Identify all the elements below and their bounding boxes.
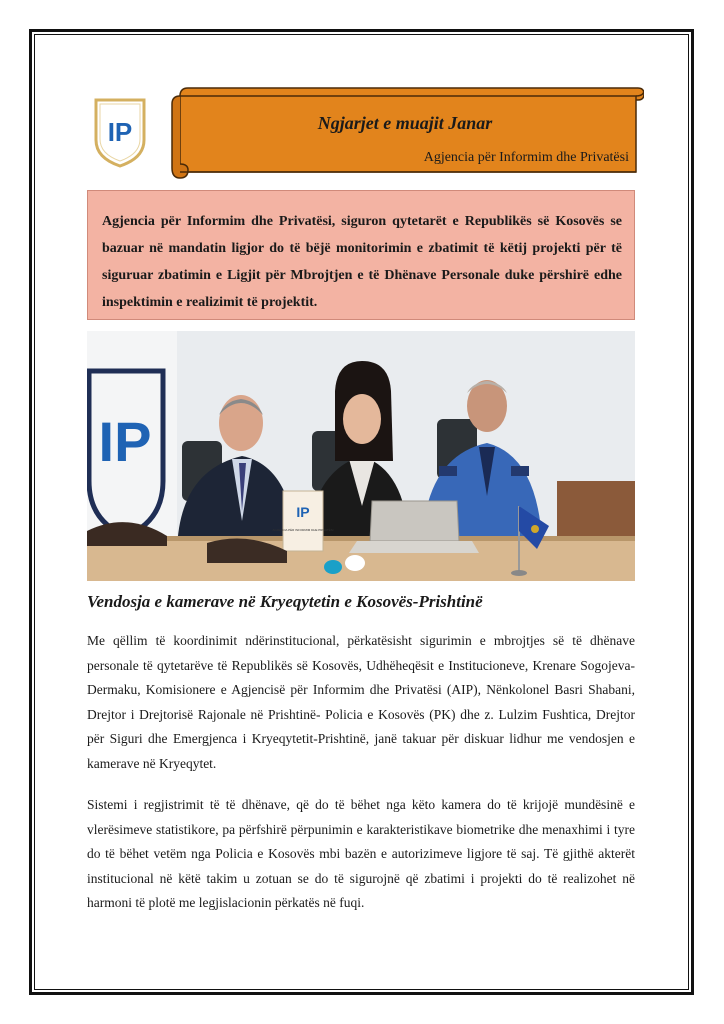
- intro-box: [87, 190, 635, 320]
- intro-text: Agjencia për Informim dhe Privatësi, siguron qytetarët e Republikës së Kosovës se bazuar në mandatin ligjor do të bëjë monitorimin e zbatimit të këtij projekti për të siguruar zbatimin e Ligjit për Mbrojtjen e të Dhënave Personale duke përshirë edhe inspektimin e realizimit të projektit.: [102, 214, 622, 310]
- meeting-photo: [87, 331, 635, 581]
- svg-text:IP: IP: [98, 410, 152, 473]
- article-paragraph-1: Me qëllim të koordinimit ndërinstitucional, përkatësisht sigurimin e mbrojtjes së të dhënave personale të qytetarëve të Republikës së Kosovës, Udhëheqësit e Institucioneve, Krenare Sogojeva-Dermaku, Komisionere e Agjencisë për Informim dhe Privatësi (AIP), Nënkolonel Basri Shabani, Drejtor i Drejtorisë Rajonale në Prishtinë- Policia e Kosovës (PK) dhe z. Lulzim Fushtica, Drejtor për Siguri dhe Emergjenca i Kryeqytetit-Prishtinë, janë takuar për diskuar lidhur me vendosjen e kamerave në Kryeqytet.: [87, 633, 635, 771]
- logo-text: IP: [107, 117, 133, 147]
- article-headline: Vendosja e kamerave në Kryeqytetin e Kosovës-Prishtinë: [87, 592, 483, 611]
- article-paragraph-2: Sistemi i regjistrimit të të dhënave, që do të bëhet nga këto kamera do të krijojë mundësinë e vlerësimeve statistikore, pa përfshirë përpunimin e karakteristikave biometrike dhe menaxhimi i tyre do të bëhet vetëm nga Policia e Kosovës mbi bazën e autorizimeve ligjore të saj. Të gjithë akterët institucional në këtë takim u zotuan se do të sigurojnë që zbatimi i projekti do të realizohet në harmoni të plotë me legjislacionin përkatës në fuqi.: [87, 797, 635, 910]
- banner-title: Ngjarjet e muajit Janar: [317, 113, 493, 133]
- banner-subtitle: Agjencia për Informim dhe Privatësi: [423, 150, 629, 165]
- svg-text:AGJENCIA PËR INFORMIM DHE PRIV: AGJENCIA PËR INFORMIM DHE PRIVATËSI: [272, 528, 334, 532]
- svg-text:IP: IP: [296, 504, 310, 520]
- aip-logo: [90, 96, 150, 170]
